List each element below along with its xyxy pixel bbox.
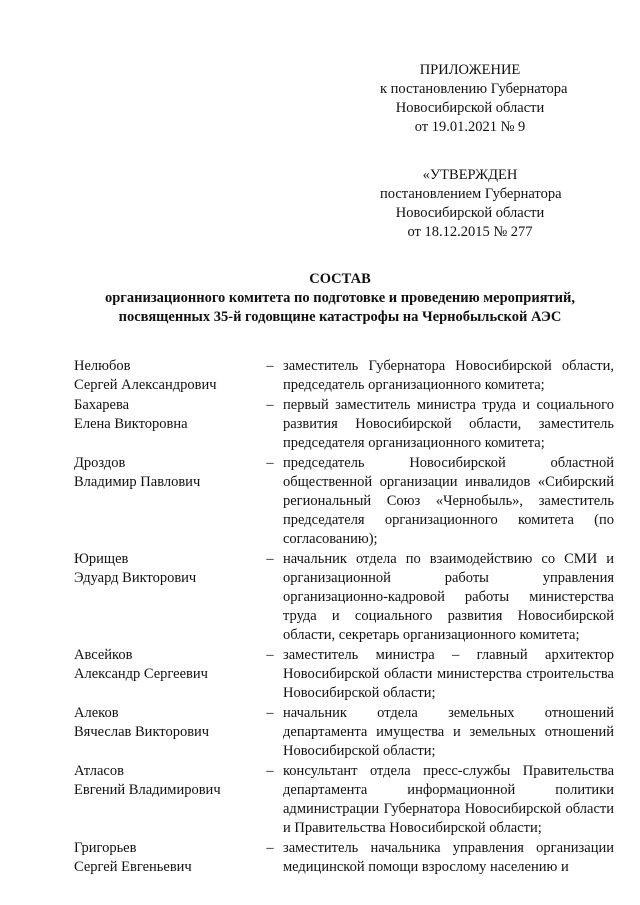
document-heading xyxy=(60,270,620,327)
heading-subtitle-line: организационного комитета по подготовке и проведению мероприятий, xyxy=(104,290,576,306)
approval-title: «УТВЕРЖДЕН xyxy=(422,167,518,183)
member-role: заместитель министра – главный архитектор Новосибирской области министерства строительства Новосибирской области; xyxy=(283,647,614,701)
member-surname: Нелюбов xyxy=(74,358,131,374)
member-row xyxy=(74,396,614,453)
member-row xyxy=(74,839,614,877)
dash-separator: – xyxy=(266,455,274,471)
member-name xyxy=(74,357,257,395)
committee-member-list xyxy=(74,357,614,878)
member-surname: Авсейков xyxy=(74,647,133,663)
dash-separator: – xyxy=(266,705,274,721)
member-given-names: Евгений Владимирович xyxy=(74,782,221,798)
member-role: первый заместитель министра труда и социального развития Новосибирской области, заместитель председателя организационного комитета; xyxy=(283,397,614,451)
member-surname: Бахарева xyxy=(74,397,130,413)
member-row xyxy=(74,454,614,549)
dash-separator: – xyxy=(266,647,274,663)
member-given-names: Сергей Александрович xyxy=(74,377,217,393)
dash-separator: – xyxy=(266,763,274,779)
member-given-names: Эдуард Викторович xyxy=(74,570,197,586)
heading-subtitle-line: посвященных 35-й годовщине катастрофы на Чернобыльской АЭС xyxy=(118,309,562,325)
member-role: заместитель Губернатора Новосибирской области, председатель организационного комитета; xyxy=(283,358,614,393)
appendix-line: к постановлению Губернатора xyxy=(380,81,568,97)
member-name xyxy=(74,646,257,684)
member-role: консультант отдела пресс-службы Правительства департамента информационной политики администрации Губернатора Новосибирской области и Правительства Новосибирской области; xyxy=(283,763,614,836)
member-name xyxy=(74,550,257,588)
member-surname: Юрищев xyxy=(74,551,129,567)
member-surname: Дроздов xyxy=(74,455,126,471)
member-name xyxy=(74,396,257,434)
member-surname: Григорьев xyxy=(74,840,137,856)
approval-line: постановлением Губернатора xyxy=(380,186,562,202)
member-given-names: Сергей Евгеньевич xyxy=(74,859,192,875)
member-role: заместитель начальника управления организации медицинской помощи взрослому населению и xyxy=(283,840,614,875)
member-surname: Атласов xyxy=(74,763,124,779)
member-given-names: Александр Сергеевич xyxy=(74,666,208,682)
member-role: начальник отдела земельных отношений департамента имущества и земельных отношений Новосибирской области; xyxy=(283,705,614,759)
approval-date-number: от 18.12.2015 № 277 xyxy=(407,224,533,240)
member-name xyxy=(74,454,257,492)
member-row xyxy=(74,550,614,645)
member-role: начальник отдела по взаимодействию со СМИ и организационной работы управления организационно-кадровой работы министерства труда и социального развития Новосибирской области, секретарь организационного комитета; xyxy=(283,551,614,643)
member-surname: Алеков xyxy=(74,705,119,721)
member-row xyxy=(74,646,614,703)
approval-block xyxy=(380,166,560,242)
appendix-line: Новосибирской области xyxy=(395,100,545,116)
member-given-names: Елена Викторовна xyxy=(74,416,188,432)
member-name xyxy=(74,839,257,877)
heading-title: СОСТАВ xyxy=(309,271,371,287)
dash-separator: – xyxy=(266,551,274,567)
approval-line: Новосибирской области xyxy=(395,205,545,221)
member-row xyxy=(74,357,614,395)
member-role: председатель Новосибирской областной общественной организации инвалидов «Сибирский региональный Союз «Чернобыль», заместитель председателя организационного комитета (по согласованию); xyxy=(283,455,614,547)
member-name xyxy=(74,762,257,800)
dash-separator: – xyxy=(266,840,274,856)
dash-separator: – xyxy=(266,358,274,374)
appendix-block xyxy=(380,61,568,137)
member-given-names: Владимир Павлович xyxy=(74,474,201,490)
member-row xyxy=(74,762,614,838)
member-name xyxy=(74,704,257,742)
appendix-title: ПРИЛОЖЕНИЕ xyxy=(419,62,521,78)
dash-separator: – xyxy=(266,397,274,413)
member-given-names: Вячеслав Викторович xyxy=(74,724,210,740)
member-row xyxy=(74,704,614,761)
appendix-date-number: от 19.01.2021 № 9 xyxy=(414,119,526,135)
